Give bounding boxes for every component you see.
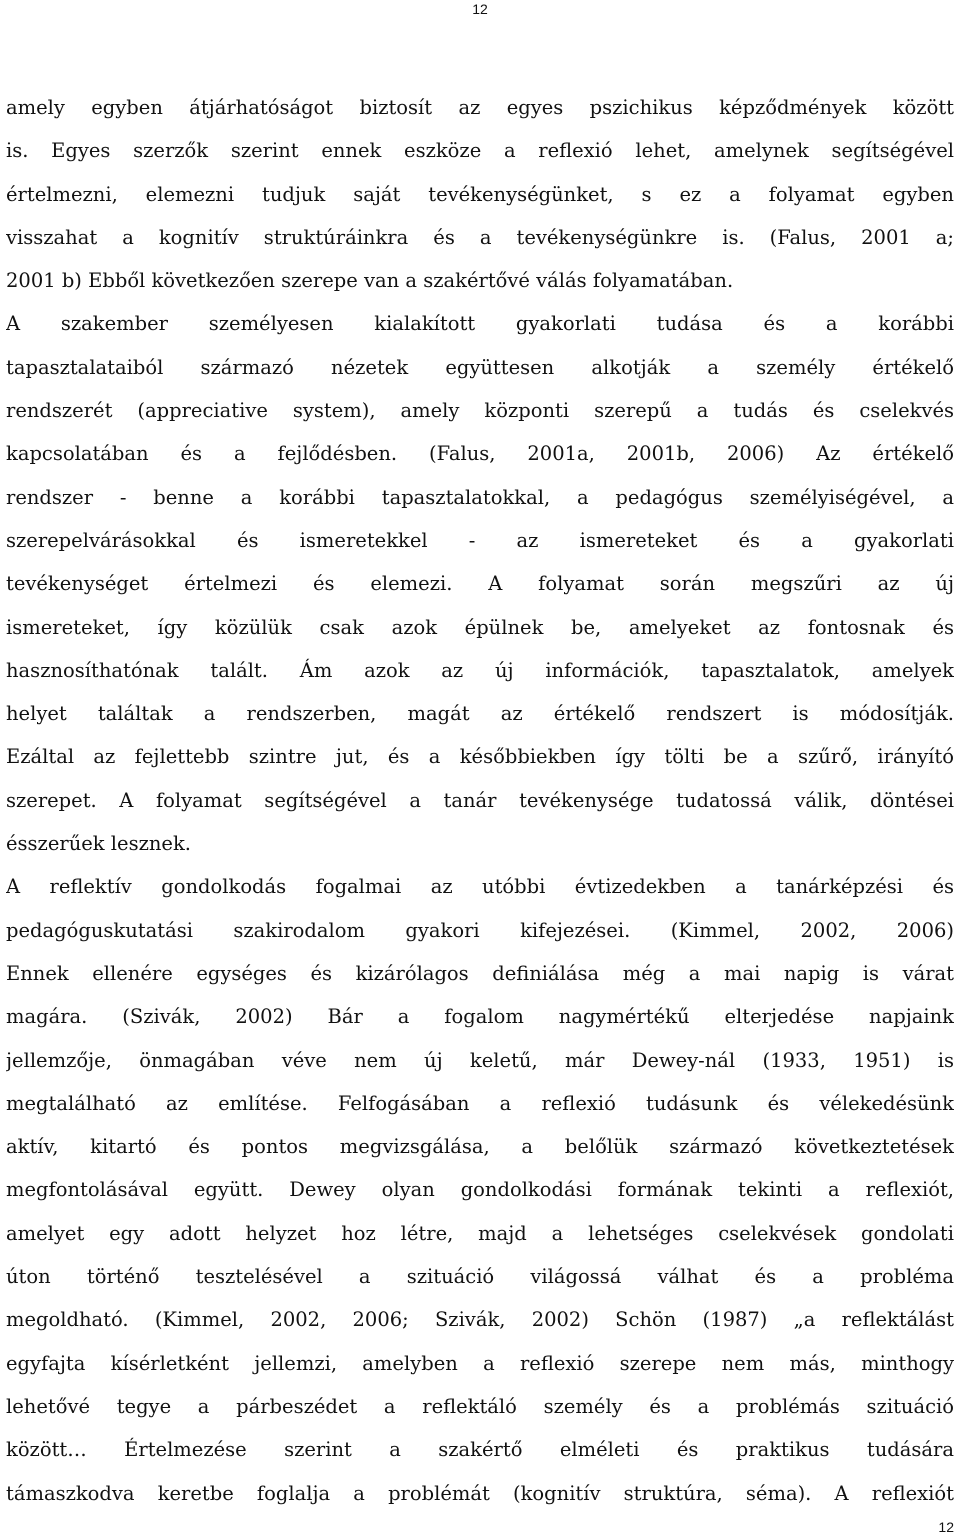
text-line: úton történő tesztelésével a szituáció világossá válhat és a probléma bbox=[6, 1265, 954, 1289]
text-line: kapcsolatában és a fejlődésben. (Falus, 2001a, 2001b, 2006) Az értékelő bbox=[6, 442, 954, 466]
text-line: is. Egyes szerzők szerint ennek eszköze a reflexió lehet, amelynek segítségével bbox=[6, 139, 954, 163]
text-line: magára. (Szivák, 2002) Bár a fogalom nagymértékű elterjedése napjaink bbox=[6, 1005, 954, 1029]
text-line: lehetővé tegye a párbeszédet a reflektáló személy és a problémás szituáció bbox=[6, 1394, 954, 1418]
text-line: A reflektív gondolkodás fogalmai az utóbbi évtizedekben a tanárképzési és bbox=[6, 875, 954, 899]
text-line: visszahat a kognitív struktúráinkra és a tevékenységünkre is. (Falus, 2001 a; bbox=[6, 225, 954, 249]
text-line: között… Értelmezése szerint a szakértő elméleti és praktikus tudására bbox=[6, 1438, 954, 1462]
text-line: támaszkodva keretbe foglalja a problémát (kognitív struktúra, séma). A reflexiót bbox=[6, 1481, 954, 1505]
text-line: szerepelvárásokkal és ismeretekkel - az ismereteket és a gyakorlati bbox=[6, 528, 954, 552]
text-line: pedagóguskutatási szakirodalom gyakori kifejezései. (Kimmel, 2002, 2006) bbox=[6, 918, 954, 942]
text-line: 2001 b) Ebből következően szerepe van a szakértővé válás folyamatában. bbox=[6, 269, 734, 293]
text-line: tevékenységet értelmezi és elemezi. A folyamat során megszűri az új bbox=[6, 572, 954, 596]
text-line: jellemzője, önmagában véve nem új keletű, már Dewey-nál (1933, 1951) is bbox=[6, 1048, 954, 1072]
text-line: egyfajta kísérletként jellemzi, amelyben a reflexió szerepe nem más, minthogy bbox=[6, 1351, 954, 1375]
text-line: értelmezni, elemezni tudjuk saját tevékenységünket, s ez a folyamat egyben bbox=[6, 182, 954, 206]
text-line: A szakember személyesen kialakított gyakorlati tudása és a korábbi bbox=[6, 312, 954, 336]
text-line: helyet találtak a rendszerben, magát az értékelő rendszert is módosítják. bbox=[6, 702, 954, 726]
text-line: ismereteket, így közülük csak azok épülnek be, amelyeket az fontosnak és bbox=[6, 615, 954, 639]
text-line: Ezáltal az fejlettebb szintre jut, és a későbbiekben így tölti be a szűrő, irányító bbox=[6, 745, 954, 769]
text-line: ésszerűek lesznek. bbox=[6, 832, 191, 856]
page-number-top: 12 bbox=[472, 1, 488, 17]
text-line: rendszer - benne a korábbi tapasztalatokkal, a pedagógus személyiségével, a bbox=[6, 485, 954, 509]
text-line: megoldható. (Kimmel, 2002, 2006; Szivák, 2002) Schön (1987) „a reflektálást bbox=[6, 1308, 954, 1332]
body-text bbox=[6, 86, 954, 1515]
text-line: aktív, kitartó és pontos megvizsgálása, a belőlük származó következtetések bbox=[6, 1135, 954, 1159]
page-number-bottom: 12 bbox=[938, 1519, 954, 1535]
text-line: amely egyben átjárhatóságot biztosít az egyes pszichikus képződmények között bbox=[6, 96, 954, 119]
text-line: megtalálható az említése. Felfogásában a reflexió tudásunk és vélekedésünk bbox=[6, 1091, 954, 1115]
text-line: rendszerét (appreciative system), amely központi szerepű a tudás és cselekvés bbox=[6, 399, 954, 423]
text-line: amelyet egy adott helyzet hoz létre, majd a lehetséges cselekvések gondolati bbox=[6, 1221, 954, 1245]
text-line: megfontolásával együtt. Dewey olyan gondolkodási formának tekinti a reflexiót, bbox=[6, 1178, 954, 1202]
text-line: tapasztalataiból származó nézetek együttesen alkotják a személy értékelő bbox=[6, 355, 954, 379]
text-line: Ennek ellenére egységes és kizárólagos definiálása még a mai napig is várat bbox=[6, 961, 954, 985]
text-line: szerepet. A folyamat segítségével a tanár tevékenysége tudatossá válik, döntései bbox=[6, 788, 954, 812]
text-line: hasznosíthatónak talált. Ám azok az új információk, tapasztalatok, amelyek bbox=[6, 658, 954, 682]
